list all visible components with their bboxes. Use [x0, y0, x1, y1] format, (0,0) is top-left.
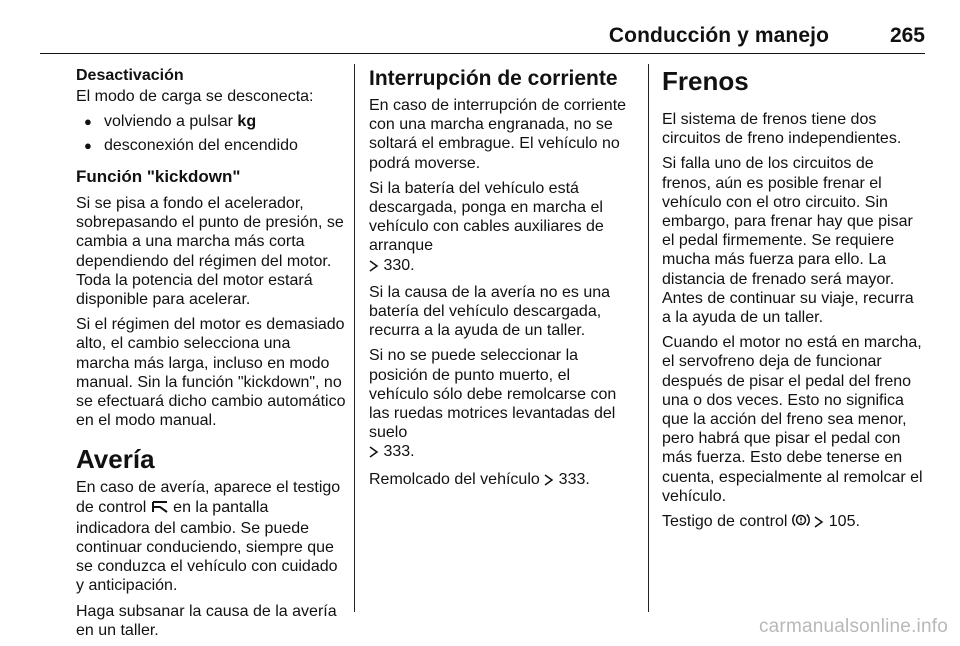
power-paragraph-2	[369, 179, 634, 277]
page-ref-icon	[369, 258, 379, 277]
averia-paragraph-2: Haga subsanar la causa de la avería en un taller.	[76, 602, 337, 639]
column-divider-right	[648, 64, 649, 612]
averia-text-after: en la pantalla indicadora del cambio. Se puede continuar conduciendo, siempre que se conduzca el vehículo con cuidado y anticipación.	[76, 498, 338, 595]
column-divider-left	[354, 64, 355, 612]
averia-text-before: En caso de avería, aparece el testigo de control	[76, 479, 341, 516]
column-middle	[369, 66, 634, 497]
watermark: carmanualsonline.info	[758, 616, 948, 637]
brake-warning-icon	[792, 512, 810, 533]
column-right	[662, 66, 927, 539]
kickdown-paragraph-1: Si se pisa a fondo el acelerador, sobrepasando el punto de presión, se cambia a una marcha más corta dependiendo del régimen del motor. Toda la potencia del motor estará disponible para acelerar.	[76, 195, 344, 309]
power-paragraph-1: En caso de interrupción de corriente con una marcha engranada, no se soltará el embrague. El vehículo no podrá moverse.	[369, 97, 627, 172]
brakes-paragraph-3: Cuando el motor no está en marcha, el servofreno deja de funcionar después de pisar el pedal del freno una o dos veces. Esto no significa que la acción del freno sea menor, pero habrá que pisar el pedal con más fuerza. Esto debe tenerse en cuenta, especialmente al remolcar el vehículo.	[662, 334, 923, 505]
kickdown-heading: Función "kickdown"	[76, 166, 241, 186]
page-ref[interactable]: 330.	[383, 256, 415, 274]
deactivation-heading: Desactivación	[76, 67, 184, 84]
column-left	[76, 66, 346, 646]
kickdown-paragraph-2: Si el régimen del motor es demasiado alto, el cambio selecciona una marcha más larga, incluso en modo manual. Sin la función "kickdown", no se efectuará dicho cambio automático en el modo manual.	[76, 316, 346, 430]
power-interruption-heading: Interrupción de corriente	[369, 67, 618, 90]
brakes-paragraph-1: El sistema de frenos tiene dos circuitos de freno independientes.	[662, 111, 902, 148]
power-paragraph-4	[369, 346, 634, 463]
averia-paragraph-1	[76, 478, 346, 595]
bullet2-text: desconexión del encendido	[104, 136, 298, 154]
brakes-paragraph-4	[662, 512, 927, 533]
page-ref-icon	[369, 444, 379, 463]
transmission-warning-icon	[151, 500, 169, 519]
power-paragraph-5	[369, 470, 634, 491]
page-ref-icon	[814, 514, 824, 533]
page-ref[interactable]: 333.	[383, 443, 415, 461]
averia-heading: Avería	[76, 444, 155, 475]
power-paragraph-3: Si la causa de la avería no es una batería del vehículo descargada, recurra a la ayuda de un taller.	[369, 283, 611, 340]
bullet1-text: volviendo a pulsar	[104, 113, 238, 131]
list-item	[76, 112, 346, 131]
header-rule	[40, 53, 925, 55]
list-item	[76, 136, 346, 155]
brakes-heading: Frenos	[662, 66, 749, 96]
brake-warning-text: Testigo de control	[662, 513, 788, 531]
brakes-paragraph-2: Si falla uno de los circuitos de frenos, aún es posible frenar el vehículo con el otro circuito. Sin embargo, para frenar hay que pisar el pedal firmemente. Se requiere mucha más fuerza para ello. La distancia de frenado será mayor. Antes de continuar su viaje, recurra a la ayuda de un taller.	[662, 155, 914, 327]
page-ref[interactable]: 105.	[828, 513, 860, 531]
towing-text: Remolcado del vehículo	[369, 470, 540, 488]
page-header	[40, 20, 925, 54]
page-number: 265	[889, 24, 925, 47]
kg-key: kg	[237, 113, 257, 131]
deactivation-list	[76, 112, 346, 154]
power-p2-text: Si la batería del vehículo está descargada, ponga en marcha el vehículo con cables auxiliares de arranque	[369, 179, 604, 255]
deactivation-intro: El modo de carga se desconecta:	[76, 88, 314, 106]
page-ref-icon	[544, 472, 554, 491]
power-p4-text: Si no se puede seleccionar la posición de punto muerto, el vehículo sólo debe remolcarse con las ruedas motrices levantadas del suelo	[369, 347, 617, 442]
chapter-title: Conducción y manejo	[608, 24, 829, 47]
page-ref[interactable]: 333.	[558, 470, 590, 488]
